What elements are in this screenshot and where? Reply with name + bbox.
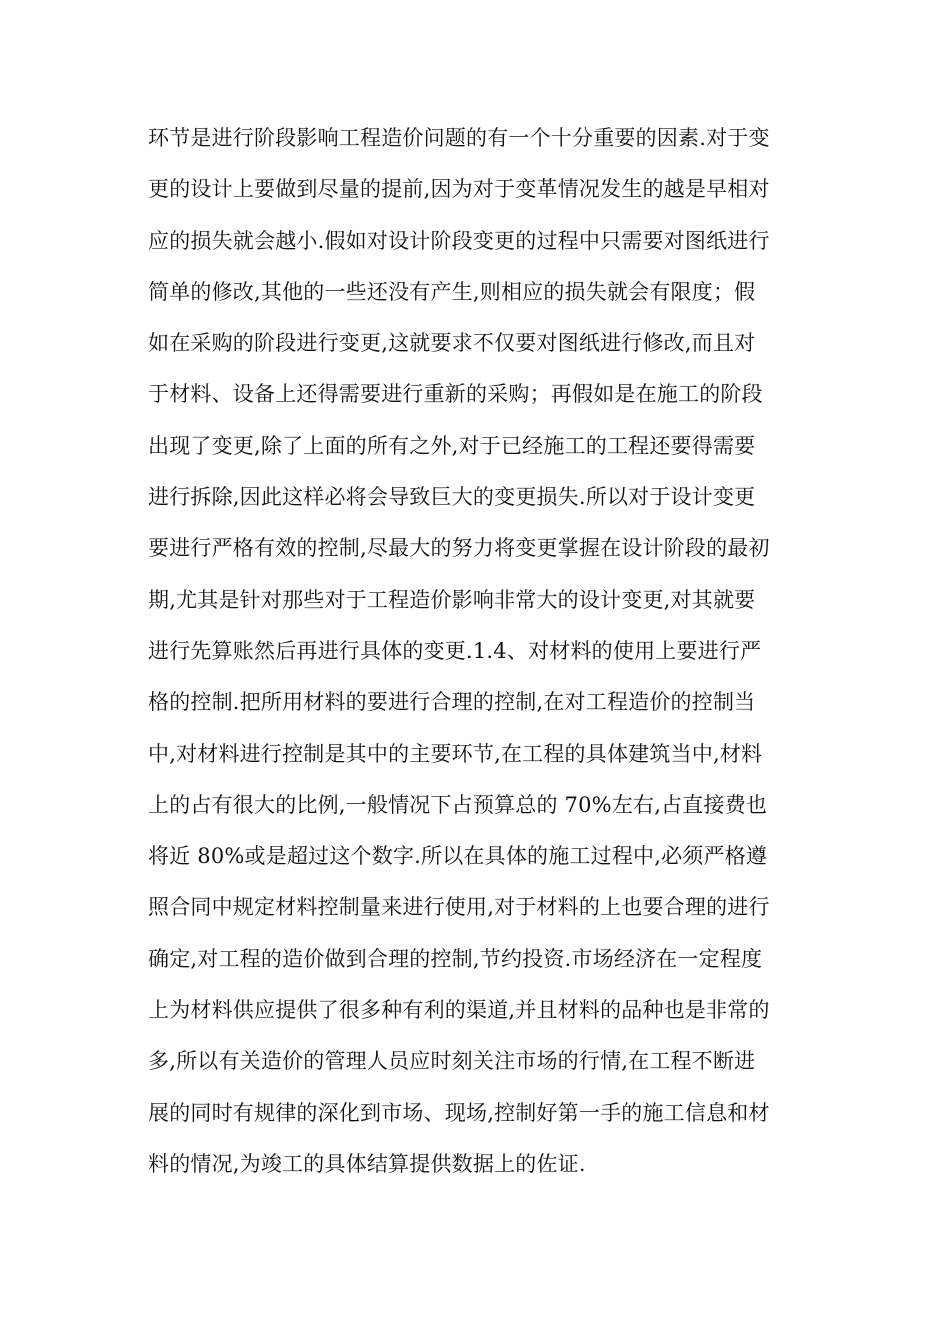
text-line-14: 上的占有很大的比例,一般情况下占预算总的 70%左右,占直接费也 xyxy=(148,792,768,817)
text-line-5: 如在采购的阶段进行变更,这就要求不仅要对图纸进行修改,而且对 xyxy=(148,331,756,356)
text-line-16: 照合同中规定材料控制量来进行使用,对于材料的上也要合理的进行 xyxy=(148,895,770,920)
text-line-18: 上为材料供应提供了很多种有利的渠道,并且材料的品种也是非常的 xyxy=(148,998,770,1023)
text-line-2: 更的设计上要做到尽量的提前,因为对于变革情况发生的越是早相对 xyxy=(148,177,770,202)
text-line-15: 将近 80%或是超过这个数字.所以在具体的施工过程中,必须严格遵 xyxy=(148,844,768,869)
text-line-8: 进行拆除,因此这样必将会导致巨大的变更损失.所以对于设计变更 xyxy=(148,485,756,510)
text-line-17: 确定,对工程的造价做到合理的控制,节约投资.市场经济在一定程度 xyxy=(148,946,763,971)
text-line-6: 于材料、设备上还得需要进行重新的采购；再假如是在施工的阶段 xyxy=(148,382,763,407)
text-line-10: 期,尤其是针对那些对于工程造价影响非常大的设计变更,对其就要 xyxy=(148,587,756,612)
text-line-9: 要进行严格有效的控制,尽最大的努力将变更掌握在设计阶段的最初 xyxy=(148,536,770,561)
text-line-12: 格的控制.把所用材料的要进行合理的控制,在对工程造价的控制当 xyxy=(148,690,756,715)
text-line-3: 应的损失就会越小.假如对设计阶段变更的过程中只需要对图纸进行 xyxy=(148,228,770,253)
text-line-21: 料的情况,为竣工的具体结算提供数据上的佐证. xyxy=(148,1151,586,1176)
text-line-1: 环节是进行阶段影响工程造价问题的有一个十分重要的因素.对于变 xyxy=(148,126,770,150)
text-line-20: 展的同时有规律的深化到市场、现场,控制好第一手的施工信息和材 xyxy=(148,1100,770,1125)
text-line-13: 中,对材料进行控制是其中的主要环节,在工程的具体建筑当中,材料 xyxy=(148,741,763,766)
text-line-7: 出现了变更,除了上面的所有之外,对于已经施工的工程还要得需要 xyxy=(148,433,756,458)
text-line-11: 进行先算账然后再进行具体的变更.1.4、对材料的使用上要进行严 xyxy=(148,638,762,663)
text-line-19: 多,所以有关造价的管理人员应时刻关注市场的行情,在工程不断进 xyxy=(148,1049,756,1074)
body-paragraph xyxy=(148,118,808,1195)
text-line-4: 简单的修改,其他的一些还没有产生,则相应的损失就会有限度；假 xyxy=(148,279,756,304)
